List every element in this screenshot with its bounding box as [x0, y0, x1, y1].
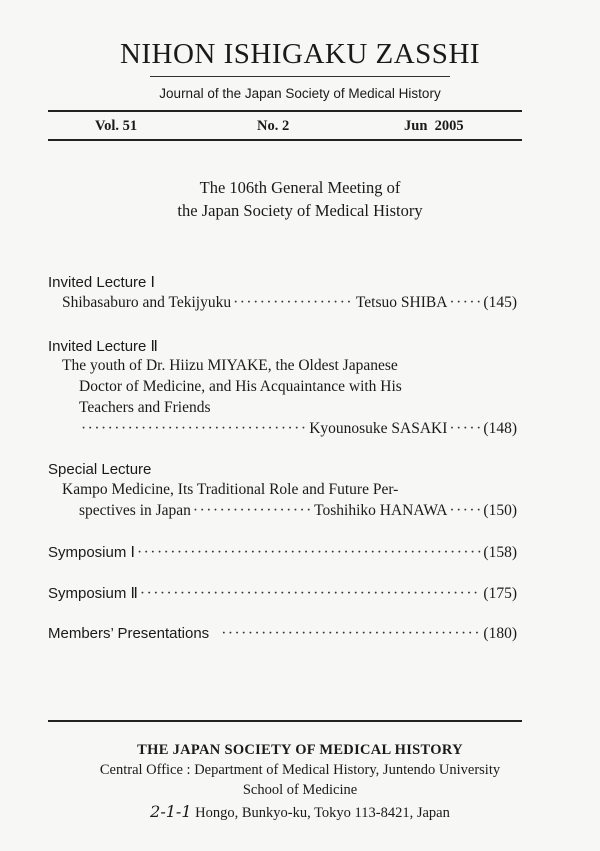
entry-title: Shibasaburo and Tekijyuku — [62, 294, 232, 311]
entry-page: (175) — [483, 585, 517, 602]
invited-lecture-1-heading: Invited Lecture Ⅰ — [48, 274, 155, 291]
entry-author: Tetsuo SHIBA — [355, 294, 448, 311]
office-address-line1: Central Office : Department of Medical History, Juntendo University — [99, 762, 501, 778]
leader-dots — [193, 502, 312, 520]
entry-author: Toshihiko HANAWA — [314, 502, 448, 519]
leader-dots — [221, 625, 481, 643]
leader-dots — [449, 502, 481, 520]
issue-date: Jun 2005 — [404, 118, 464, 134]
leader-dots — [81, 420, 307, 438]
leader-dots — [449, 420, 481, 438]
meeting-heading-line1: The 106th General Meeting of — [199, 178, 401, 197]
entry-page: (180) — [483, 625, 517, 642]
invited-lecture-2-heading: Invited Lecture Ⅱ — [48, 338, 158, 355]
symposium-1-entry — [48, 543, 517, 562]
entry-page: (150) — [483, 502, 517, 519]
leader-dots — [137, 544, 481, 562]
entry-page: (158) — [483, 544, 517, 561]
journal-subtitle: Journal of the Japan Society of Medical History — [159, 86, 441, 101]
journal-title: NIHON ISHIGAKU ZASSHI — [119, 38, 481, 70]
symposium-2-heading: Symposium Ⅱ — [48, 585, 138, 602]
invited-lecture-1-entry — [62, 294, 517, 312]
entry-title: spectives in Japan — [79, 502, 191, 519]
invited-lecture-2-title-line1: The youth of Dr. Hiizu MIYAKE, the Oldest Japanese — [62, 357, 398, 374]
entry-page: (148) — [483, 420, 517, 437]
handwritten-street-number: 2-1-1 — [150, 802, 192, 821]
issue-number: No. 2 — [257, 118, 290, 134]
invited-lecture-2-entry — [79, 420, 517, 438]
title-underline — [150, 76, 450, 77]
symposium-1-heading: Symposium Ⅰ — [48, 544, 135, 561]
office-address-line3 — [0, 802, 600, 822]
invited-lecture-2-title-line2: Doctor of Medicine, and His Acquaintance with His — [79, 378, 402, 395]
special-lecture-entry — [79, 502, 517, 520]
issue-bottom-rule — [48, 139, 522, 141]
members-presentations-entry — [48, 625, 517, 643]
special-lecture-title-line1: Kampo Medicine, Its Traditional Role and Future Per- — [62, 481, 399, 498]
special-lecture-heading: Special Lecture — [48, 461, 152, 478]
meeting-heading-line2: the Japan Society of Medical History — [177, 201, 423, 220]
members-presentations-heading: Members’ Presentations — [48, 625, 210, 642]
address-text: Hongo, Bunkyo-ku, Tokyo 113-8421, Japan — [195, 805, 450, 821]
society-name: THE JAPAN SOCIETY OF MEDICAL HISTORY — [137, 742, 463, 758]
issue-top-rule — [48, 110, 522, 112]
leader-dots — [233, 294, 354, 312]
leader-dots — [140, 585, 482, 603]
entry-page: (145) — [483, 294, 517, 311]
invited-lecture-2-title-line3: Teachers and Friends — [79, 399, 211, 416]
footer-rule — [48, 720, 522, 722]
office-address-line2: School of Medicine — [242, 782, 358, 798]
symposium-2-entry — [48, 584, 517, 603]
entry-author: Kyounosuke SASAKI — [309, 420, 448, 437]
leader-dots — [449, 294, 481, 312]
volume-label: Vol. 51 — [95, 118, 138, 134]
